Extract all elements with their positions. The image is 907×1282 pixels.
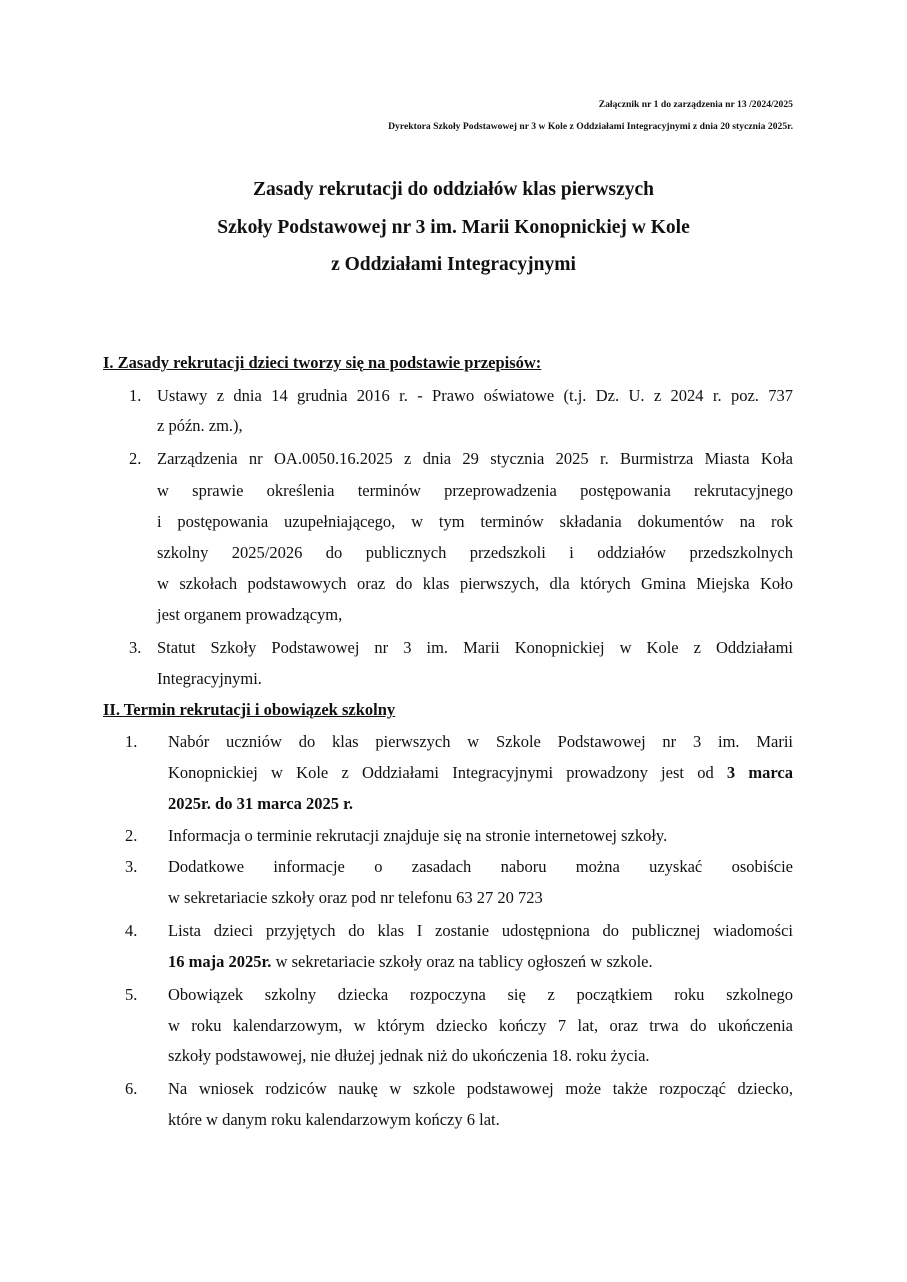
s1-item-2-line-6: jest organem prowadzącym, bbox=[157, 605, 343, 624]
document-title-line-1: Zasady rekrutacji do oddziałów klas pierwszych bbox=[252, 179, 655, 200]
s2-item-1-date-range: 2025r. do 31 marca 2025 r. bbox=[168, 794, 354, 813]
s2-item-5-line-2: w roku kalendarzowym, w którym dziecko kończy 7 lat, oraz trwa do ukończenia bbox=[168, 1016, 793, 1035]
document-title-line-2: Szkoły Podstawowej nr 3 im. Marii Konopnickiej w Kole bbox=[217, 217, 690, 238]
s2-item-1-line-1: Nabór uczniów do klas pierwszych w Szkole Podstawowej nr 3 im. Marii bbox=[168, 732, 793, 751]
s1-item-3-number: 3. bbox=[129, 638, 142, 657]
s2-item-3-line-2: w sekretariacie szkoły oraz pod nr telefonu 63 27 20 723 bbox=[168, 888, 543, 907]
s2-item-5-line-1: Obowiązek szkolny dziecka rozpoczyna się z początkiem roku szkolnego bbox=[168, 985, 793, 1004]
s1-item-2-line-4: szkolny 2025/2026 do publicznych przedszkoli i oddziałów przedszkolnych bbox=[157, 543, 793, 562]
section-2-heading: II. Termin rekrutacji i obowiązek szkolny bbox=[103, 700, 396, 719]
s1-item-1-line-2: z późn. zm.), bbox=[157, 416, 243, 435]
s2-item-1-line-2-text: Konopnickiej w Kole z Oddziałami Integracyjnymi prowadzony jest od bbox=[168, 763, 727, 782]
s2-item-3-line-1: Dodatkowe informacje o zasadach naboru można uzyskać osobiście bbox=[168, 857, 793, 876]
s2-item-1-line-2 bbox=[168, 763, 793, 783]
s2-item-3-number: 3. bbox=[125, 857, 138, 876]
s2-item-6-number: 6. bbox=[125, 1079, 138, 1098]
attachment-line-1: Załącznik nr 1 do zarządzenia nr 13 /2024/2025 bbox=[598, 99, 793, 110]
s2-item-1-date-start: 3 marca bbox=[726, 763, 793, 782]
s1-item-3-line-2: Integracyjnymi. bbox=[157, 669, 262, 688]
s2-item-5-line-3: szkoły podstawowej, nie dłużej jednak niż do ukończenia 18. roku życia. bbox=[168, 1046, 650, 1065]
s1-item-2-line-1: Zarządzenia nr OA.0050.16.2025 z dnia 29 stycznia 2025 r. Burmistrza Miasta Koła bbox=[157, 449, 793, 468]
s2-item-4-line-1: Lista dzieci przyjętych do klas I zostanie udostępniona do publicznej wiadomości bbox=[168, 921, 793, 940]
s2-item-2-number: 2. bbox=[125, 826, 138, 845]
attachment-line-2: Dyrektora Szkoły Podstawowej nr 3 w Kole z Oddziałami Integracyjnymi z dnia 20 stycznia 2025r. bbox=[388, 121, 793, 132]
s2-item-6-line-2: które w danym roku kalendarzowym kończy 6 lat. bbox=[168, 1110, 500, 1129]
s2-item-4-line-2-text: w sekretariacie szkoły oraz na tablicy ogłoszeń w szkole. bbox=[271, 952, 653, 971]
document-title-line-3: z Oddziałami Integracyjnymi bbox=[331, 254, 576, 275]
s1-item-2-number: 2. bbox=[129, 449, 142, 468]
s2-item-6-line-1: Na wniosek rodziców naukę w szkole podstawowej może także rozpocząć dziecko, bbox=[168, 1079, 793, 1098]
s1-item-2-line-2: w sprawie określenia terminów przeprowadzenia postępowania rekrutacyjnego bbox=[157, 481, 793, 500]
s1-item-3-line-1: Statut Szkoły Podstawowej nr 3 im. Marii Konopnickiej w Kole z Oddziałami bbox=[157, 638, 793, 657]
s2-item-1-line-3 bbox=[168, 794, 353, 814]
s2-item-2-line-1: Informacja o terminie rekrutacji znajduje się na stronie internetowej szkoły. bbox=[168, 826, 668, 845]
s2-item-4-line-2 bbox=[168, 952, 653, 972]
s2-item-4-date: 16 maja 2025r. bbox=[168, 952, 272, 971]
s1-item-2-line-3: i postępowania uzupełniającego, w tym terminów składania dokumentów na rok bbox=[157, 512, 793, 531]
section-1-heading: I. Zasady rekrutacji dzieci tworzy się na podstawie przepisów: bbox=[103, 353, 542, 372]
s1-item-1-line-1: Ustawy z dnia 14 grudnia 2016 r. - Prawo oświatowe (t.j. Dz. U. z 2024 r. poz. 737 bbox=[157, 386, 793, 405]
s1-item-1-number: 1. bbox=[129, 386, 142, 405]
s2-item-5-number: 5. bbox=[125, 985, 138, 1004]
s2-item-1-number: 1. bbox=[125, 732, 138, 751]
s1-item-2-line-5: w szkołach podstawowych oraz do klas pierwszych, dla których Gmina Miejska Koło bbox=[157, 574, 793, 593]
s2-item-4-number: 4. bbox=[125, 921, 138, 940]
